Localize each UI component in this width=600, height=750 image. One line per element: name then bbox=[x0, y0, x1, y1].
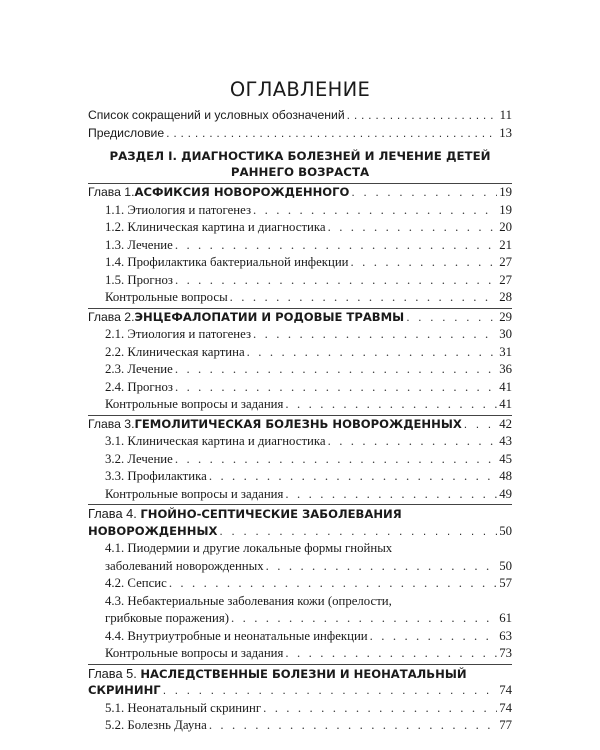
item-label: 3.1. Клиническая картина и диагностика bbox=[105, 434, 326, 448]
toc-chapter-5-cont[interactable] bbox=[88, 682, 512, 700]
item-label: 2.3. Лечение bbox=[105, 362, 173, 376]
entry-label: Предисловие bbox=[88, 125, 165, 140]
item-label: 3.3. Профилактика bbox=[105, 469, 207, 483]
item-label: 1.1. Этиология и патогенез bbox=[105, 202, 252, 217]
toc-item[interactable] bbox=[88, 486, 512, 504]
leader-dots bbox=[464, 416, 497, 434]
item-label: Контрольные вопросы и задания bbox=[105, 646, 284, 660]
item-label: 3.2. Лечение bbox=[105, 451, 173, 466]
item-label: 2.4. Прогноз bbox=[105, 379, 173, 394]
toc-chapter-4-cont[interactable] bbox=[88, 523, 512, 541]
item-page: 73 bbox=[499, 646, 512, 660]
toc-item[interactable] bbox=[88, 610, 512, 628]
leader-dots bbox=[209, 717, 497, 735]
leader-dots bbox=[247, 344, 498, 362]
toc-item[interactable] bbox=[88, 433, 512, 451]
item-label: 2.2. Клиническая картина bbox=[105, 344, 245, 359]
toc-chapter-1[interactable] bbox=[88, 184, 512, 202]
item-page: 27 bbox=[499, 255, 512, 269]
chapter-prefix: Глава 5. bbox=[88, 665, 141, 681]
leader-dots bbox=[219, 523, 497, 541]
leader-dots bbox=[169, 575, 497, 593]
chapter-page: 19 bbox=[499, 185, 512, 199]
item-page: 41 bbox=[499, 379, 512, 394]
chapter-prefix: Глава 1. bbox=[88, 185, 135, 199]
leader-dots bbox=[175, 237, 497, 255]
leader-dots bbox=[370, 628, 498, 646]
toc-chapter-3[interactable] bbox=[88, 416, 512, 434]
item-label: 1.3. Лечение bbox=[105, 237, 173, 252]
toc-item[interactable] bbox=[88, 593, 512, 611]
leader-dots bbox=[230, 289, 498, 307]
chapter-title: ЭНЦЕФАЛОПАТИИ И РОДОВЫЕ ТРАВМЫ bbox=[134, 309, 405, 324]
chapter-title: ГНОЙНО-СЕПТИЧЕСКИЕ ЗАБОЛЕВАНИЯ bbox=[140, 507, 402, 521]
toc-item[interactable] bbox=[88, 468, 512, 486]
leader-dots bbox=[175, 451, 497, 469]
toc-title: ОГЛАВЛЕНИЕ bbox=[229, 78, 371, 101]
item-page: 61 bbox=[499, 611, 512, 625]
item-label: 2.1. Этиология и патогенез bbox=[105, 327, 252, 341]
leader-dots bbox=[175, 272, 497, 290]
leader-dots bbox=[266, 558, 498, 576]
leader-dots bbox=[351, 254, 498, 272]
item-page: 49 bbox=[499, 486, 512, 501]
toc-item[interactable] bbox=[88, 254, 512, 272]
toc-item[interactable] bbox=[88, 451, 512, 469]
item-page: 21 bbox=[499, 237, 512, 252]
chapter-prefix: Глава 2. bbox=[88, 309, 135, 324]
item-page: 50 bbox=[499, 558, 512, 573]
toc-item[interactable] bbox=[88, 645, 512, 663]
section-heading-line: РАЗДЕЛ I. ДИАГНОСТИКА БОЛЕЗНЕЙ И ЛЕЧЕНИЕ ДЕТЕЙ bbox=[109, 149, 491, 163]
item-label: Контрольные вопросы и задания bbox=[105, 397, 284, 411]
leader-dots bbox=[285, 645, 497, 663]
toc-chapter-4[interactable] bbox=[88, 505, 512, 523]
item-page: 43 bbox=[499, 434, 512, 448]
leader-dots bbox=[285, 486, 497, 504]
toc-item[interactable] bbox=[88, 396, 512, 414]
leader-dots bbox=[209, 468, 497, 486]
item-label: Контрольные вопросы и задания bbox=[105, 486, 284, 501]
leader-dots bbox=[285, 396, 497, 414]
toc-item[interactable] bbox=[88, 361, 512, 379]
toc-chapter-2[interactable] bbox=[88, 309, 512, 327]
item-page: 77 bbox=[499, 718, 512, 732]
item-page: 20 bbox=[499, 220, 512, 234]
toc-item[interactable] bbox=[88, 326, 512, 344]
entry-page: 13 bbox=[499, 125, 512, 140]
item-page: 63 bbox=[499, 628, 512, 643]
toc-item[interactable] bbox=[88, 628, 512, 646]
chapter-page: 74 bbox=[499, 683, 512, 697]
item-page: 30 bbox=[499, 327, 512, 341]
leader-dots bbox=[263, 700, 497, 718]
toc-item[interactable] bbox=[88, 202, 512, 220]
item-page: 19 bbox=[499, 202, 512, 217]
toc-item[interactable] bbox=[88, 344, 512, 362]
section-heading bbox=[88, 148, 512, 180]
toc-entry-abbreviations[interactable] bbox=[88, 107, 512, 125]
item-label: 4.2. Сепсис bbox=[105, 576, 167, 590]
chapter-title: ГЕМОЛИТИЧЕСКАЯ БОЛЕЗНЬ НОВОРОЖДЕННЫХ bbox=[134, 416, 462, 431]
toc-item[interactable] bbox=[88, 540, 512, 558]
item-label: 1.2. Клиническая картина и диагностика bbox=[105, 220, 326, 234]
toc-entry-preface[interactable] bbox=[88, 125, 512, 143]
leader-dots bbox=[351, 184, 497, 202]
leader-dots bbox=[253, 326, 497, 344]
item-page: 45 bbox=[499, 451, 512, 466]
item-page: 36 bbox=[499, 362, 512, 376]
item-page: 28 bbox=[499, 290, 512, 304]
leader-dots bbox=[347, 107, 498, 125]
item-page: 48 bbox=[499, 469, 512, 483]
chapter-page: 42 bbox=[499, 416, 512, 431]
chapter-title: НОВОРОЖДЕННЫХ bbox=[88, 523, 218, 538]
toc-item[interactable] bbox=[88, 575, 512, 593]
toc-chapter-5[interactable] bbox=[88, 665, 512, 683]
item-label: 4.1. Пиодермии и другие локальные формы гнойных bbox=[105, 541, 393, 555]
leader-dots bbox=[166, 125, 497, 143]
chapter-title: АСФИКСИЯ НОВОРОЖДЕННОГО bbox=[134, 185, 350, 199]
section-heading-line: РАННЕГО ВОЗРАСТА bbox=[230, 165, 370, 179]
item-label: Контрольные вопросы bbox=[105, 290, 228, 304]
item-label: грибковые поражения) bbox=[105, 611, 230, 625]
leader-dots bbox=[175, 361, 497, 379]
leader-dots bbox=[328, 219, 498, 237]
item-label: заболеваний новорожденных bbox=[105, 558, 264, 573]
toc-item[interactable] bbox=[88, 289, 512, 307]
item-label: 1.4. Профилактика бактериальной инфекции bbox=[105, 255, 349, 269]
chapter-title: НАСЛЕДСТВЕННЫЕ БОЛЕЗНИ И НЕОНАТАЛЬНЫЙ bbox=[140, 666, 467, 681]
item-label: 5.2. Болезнь Дауна bbox=[105, 718, 207, 732]
toc-item[interactable] bbox=[88, 237, 512, 255]
leader-dots bbox=[175, 379, 497, 397]
leader-dots bbox=[328, 433, 498, 451]
entry-page: 11 bbox=[499, 108, 512, 122]
leader-dots bbox=[163, 682, 498, 700]
chapter-title: СКРИНИНГ bbox=[88, 683, 161, 697]
toc-item[interactable] bbox=[88, 700, 512, 718]
leader-dots bbox=[406, 309, 497, 327]
toc-item[interactable] bbox=[88, 558, 512, 576]
toc-item[interactable] bbox=[88, 272, 512, 290]
toc-item[interactable] bbox=[88, 717, 512, 735]
item-label: 4.3. Небактериальные заболевания кожи (опрелости, bbox=[105, 593, 392, 608]
item-label: 4.4. Внутриутробные и неонатальные инфекции bbox=[105, 628, 368, 643]
item-label: 5.1. Неонатальный скрининг bbox=[105, 700, 262, 715]
chapter-prefix: Глава 4. bbox=[88, 506, 141, 521]
chapter-prefix: Глава 3. bbox=[88, 416, 135, 431]
entry-label: Список сокращений и условных обозначений bbox=[88, 108, 345, 122]
leader-dots bbox=[231, 610, 497, 628]
item-page: 41 bbox=[499, 397, 512, 411]
item-page: 27 bbox=[499, 272, 512, 287]
toc-item[interactable] bbox=[88, 379, 512, 397]
chapter-page: 29 bbox=[499, 309, 512, 324]
toc-item[interactable] bbox=[88, 219, 512, 237]
chapter-page: 50 bbox=[499, 523, 512, 538]
leader-dots bbox=[253, 202, 497, 220]
table-of-contents bbox=[88, 78, 512, 735]
item-page: 31 bbox=[499, 344, 512, 359]
item-page: 57 bbox=[499, 576, 512, 590]
item-page: 74 bbox=[499, 700, 512, 715]
item-label: 1.5. Прогноз bbox=[105, 272, 173, 287]
